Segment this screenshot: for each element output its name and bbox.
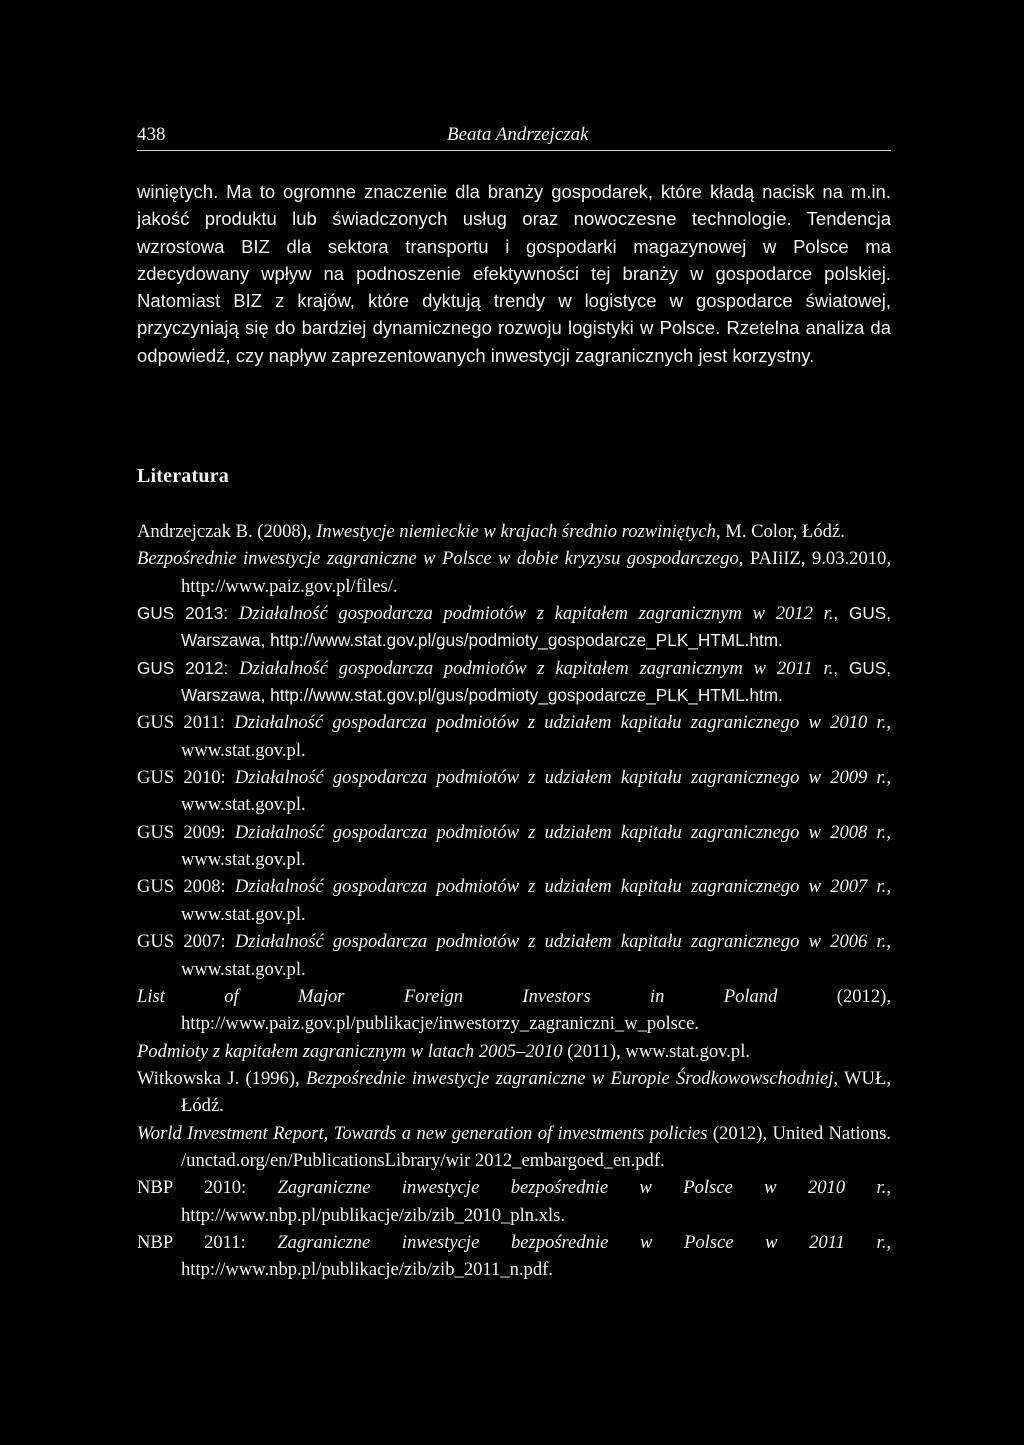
reference-prefix: NBP 2010:: [137, 1177, 278, 1199]
reference-item: [137, 1120, 891, 1175]
reference-item: [137, 983, 891, 1038]
reference-title: Bezpośrednie inwestycje zagraniczne w Europie Środkowowschodniej: [306, 1067, 834, 1089]
reference-prefix: Andrzejczak B. (2008),: [137, 521, 317, 542]
reference-suffix: , PAIiIZ, 9.03.2010, http://www.paiz.gov.pl/files/.: [181, 548, 891, 597]
reference-suffix: , WUŁ, Łódź.: [181, 1067, 891, 1117]
reference-list: [137, 518, 891, 1284]
running-header: [137, 124, 891, 151]
reference-title: Działalność gospodarcza podmiotów z udziałem kapitału zagranicznego w 2009 r.: [234, 767, 887, 789]
reference-prefix: GUS 2007:: [137, 931, 235, 953]
section-heading: Literatura: [137, 465, 229, 487]
reference-item: [137, 1065, 891, 1120]
reference-title: Działalność gospodarcza podmiotów z udziałem kapitału zagranicznego w 2008 r.: [234, 821, 887, 843]
reference-prefix: GUS 2009:: [137, 821, 235, 843]
body-paragraph: winiętych. Ma to ogromne znaczenie dla branży gospodarek, które kładą nacisk na m.in. jakość produktu lub świadczonych usług oraz nowoczesne technologie. Tendencja wzrostowa BIZ dla sektora transportu i gospodarki magazynowej w Polsce ma zdecydowany wpływ na podnoszenie efektywności tej branży w gospodarce polskiej. Natomiast BIZ z krajów, które dyktują trendy w logistyce w gospodarce światowej, przyczyniają się do bardziej dynamicznego rozwoju logistyki w Polsce. Rzetelna analiza da odpowiedź, czy napływ zaprezentowanych inwestycji zagranicznych jest korzystny.: [137, 181, 891, 366]
reference-title: Zagraniczne inwestycje bezpośrednie w Polsce w 2011 r.: [277, 1231, 887, 1253]
reference-suffix: , M. Color, Łódź.: [715, 521, 845, 542]
reference-title: Działalność gospodarcza podmiotów z kapitałem zagranicznym w 2012 r.: [238, 603, 834, 625]
reference-suffix: , http://www.nbp.pl/publikacje/zib/zib_2011_n.pdf.: [181, 1231, 891, 1281]
reference-title: Działalność gospodarcza podmiotów z udziałem kapitału zagranicznego w 2010 r.: [234, 712, 887, 734]
reference-item: [137, 928, 891, 983]
reference-prefix: GUS 2011:: [137, 712, 235, 734]
reference-item: [137, 545, 891, 600]
reference-title: Bezpośrednie inwestycje zagraniczne w Polsce w dobie kryzysu gospodarczego: [137, 548, 739, 570]
reference-prefix: GUS 2013:: [137, 603, 239, 624]
reference-title: Inwestycje niemieckie w krajach średnio rozwiniętych: [316, 521, 716, 542]
reference-item: [137, 873, 891, 928]
reference-item: [137, 600, 891, 655]
reference-prefix: GUS 2012:: [137, 657, 240, 678]
reference-suffix: , GUS, Warszawa, http://www.stat.gov.pl/gus/podmioty_gospodarcze_PLK_HTML.htm.: [181, 657, 891, 706]
reference-title: Działalność gospodarcza podmiotów z kapitałem zagranicznym w 2011 r.: [239, 657, 834, 679]
reference-prefix: GUS 2008:: [137, 876, 235, 898]
reference-suffix: , GUS, Warszawa, http://www.stat.gov.pl/gus/podmioty_gospodarcze_PLK_HTML.htm.: [181, 603, 892, 651]
reference-title: World Investment Report, Towards a new generation of investments policies: [137, 1122, 708, 1144]
reference-suffix: (2012), http://www.paiz.gov.pl/publikacje/inwestorzy_zagraniczni_w_polsce.: [181, 985, 891, 1035]
reference-title: Działalność gospodarcza podmiotów z udziałem kapitału zagranicznego w 2006 r.: [234, 931, 887, 953]
reference-suffix: , www.stat.gov.pl.: [181, 931, 891, 980]
reference-item: [137, 518, 891, 545]
reference-title: Podmioty z kapitałem zagranicznym w latach 2005–2010: [137, 1040, 563, 1062]
reference-item: [137, 709, 891, 764]
reference-suffix: , www.stat.gov.pl.: [181, 767, 891, 816]
reference-item: [137, 819, 891, 874]
running-header-author: Beata Andrzejczak: [447, 124, 589, 145]
reference-suffix: , http://www.nbp.pl/publikacje/zib/zib_2010_pln.xls.: [181, 1177, 891, 1226]
reference-title: List of Major Foreign Investors in Poland: [137, 985, 778, 1007]
reference-suffix: , www.stat.gov.pl.: [181, 821, 891, 871]
reference-item: [137, 655, 891, 710]
reference-title: Działalność gospodarcza podmiotów z udziałem kapitału zagranicznego w 2007 r.: [234, 876, 887, 898]
reference-item: [137, 1038, 891, 1065]
reference-item: [137, 1229, 891, 1284]
reference-prefix: GUS 2010:: [137, 767, 235, 789]
reference-prefix: Witkowska J. (1996),: [137, 1067, 307, 1089]
reference-suffix: (2011), www.stat.gov.pl.: [562, 1040, 751, 1062]
reference-suffix: (2012), United Nations. /unctad.org/en/PublicationsLibrary/wir 2012_embargoed_en.pdf.: [181, 1122, 892, 1171]
reference-prefix: NBP 2011:: [137, 1231, 278, 1253]
reference-suffix: , www.stat.gov.pl.: [181, 712, 891, 761]
reference-item: [137, 764, 891, 819]
reference-item: [137, 1174, 891, 1229]
reference-suffix: , www.stat.gov.pl.: [181, 876, 891, 925]
page-number: 438: [137, 124, 166, 145]
reference-title: Zagraniczne inwestycje bezpośrednie w Polsce w 2010 r.: [277, 1177, 887, 1199]
